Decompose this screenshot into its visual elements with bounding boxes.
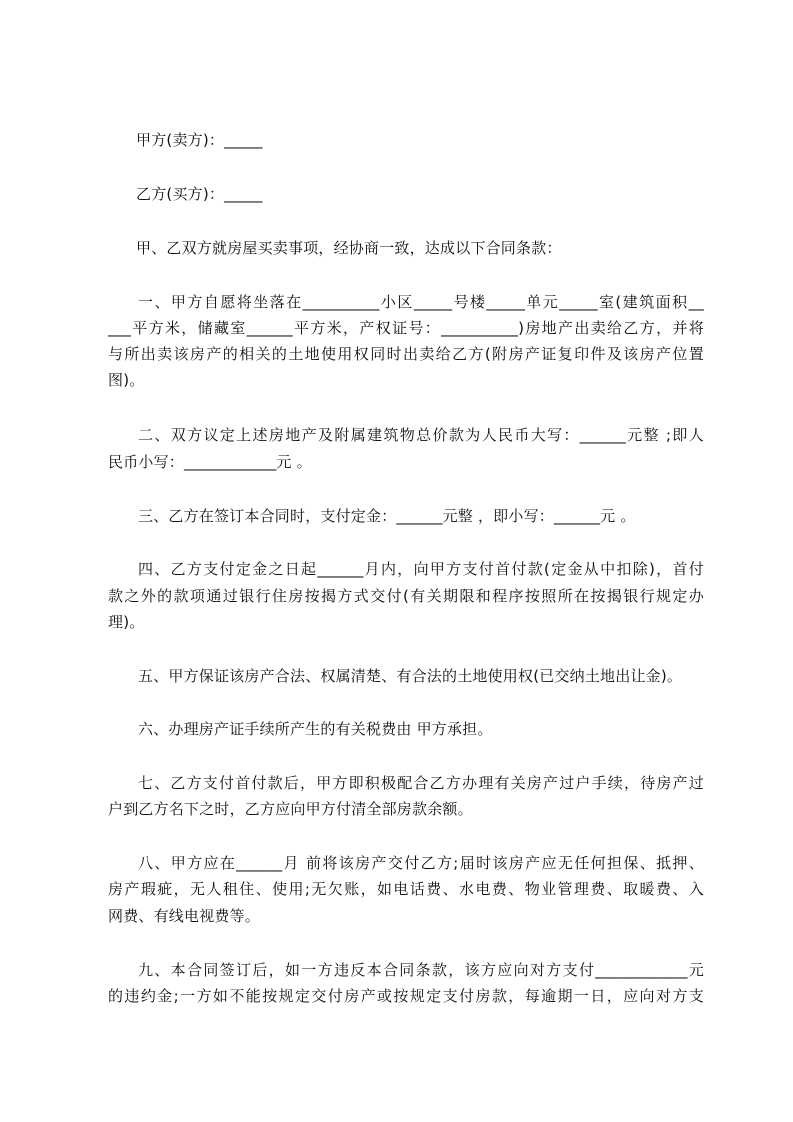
- clause-4-line-2: 款之外的款项通过银行住房按揭方式交付(有关期限和程序按照所在按揭银行规定办: [108, 587, 704, 605]
- clause-1-line-1: 一、甲方自愿将坐落在__________小区_____号楼_____单元_____室(建筑面积__: [138, 293, 704, 311]
- clause-8-line-2: 房产瑕疵，无人租住、使用;无欠账，如电话费、水电费、物业管理费、取暖费、入: [108, 880, 704, 898]
- clause-7-line-1: 七、乙方支付首付款后，甲方即积极配合乙方办理有关房产过户手续，待房产过: [138, 774, 704, 792]
- party-b-line: 乙方(买方)：_____: [136, 185, 263, 203]
- clause-4-line-3: 理)。: [108, 613, 145, 631]
- clause-3-line-1: 三、乙方在签订本合同时，支付定金：______元整 ，即小写：______元 。: [138, 507, 636, 525]
- intro-line: 甲、乙双方就房屋买卖事项，经协商一致，达成以下合同条款：: [136, 239, 562, 257]
- clause-9-line-1: 九、本合同签订后，如一方违反本合同条款，该方应向对方支付____________元: [138, 961, 704, 979]
- clause-1-line-4: 图)。: [108, 371, 145, 389]
- clause-5-line-1: 五、甲方保证该房产合法、权属清楚、有合法的土地使用权(已交纳土地出让金)。: [138, 667, 683, 685]
- clause-7-line-2: 户到乙方名下之时，乙方应向甲方付清全部房款余额。: [108, 800, 473, 818]
- clause-6-line-1: 六、办理房产证手续所产生的有关税费由 甲方承担。: [138, 720, 493, 738]
- clause-4-line-1: 四、乙方支付定金之日起______月内，向甲方支付首付款(定金从中扣除)，首付: [138, 560, 704, 578]
- clause-1-line-3: 与所出卖该房产的相关的土地使用权同时出卖给乙方(附房产证复印件及该房产位置: [108, 345, 704, 363]
- clause-8-line-3: 网费、有线电视费等。: [108, 907, 261, 925]
- clause-2-line-1: 二、双方议定上述房地产及附属建筑物总价款为人民币大写：______元整 ;即人: [138, 426, 704, 444]
- clause-2-line-2: 民币小写：____________元 。: [108, 453, 312, 471]
- clause-8-line-1: 八、甲方应在______月 前将该房产交付乙方;届时该房产应无任何担保、抵押、: [138, 854, 704, 872]
- clause-9-line-2: 的违约金;一方如不能按规定交付房产或按规定支付房款，每逾期一日，应向对方支: [108, 987, 704, 1005]
- party-a-line: 甲方(卖方)：_____: [136, 131, 263, 149]
- clause-1-line-2: ___平方米，储藏室______平方米，产权证号：__________)房地产出卖给乙方，并将: [108, 319, 704, 337]
